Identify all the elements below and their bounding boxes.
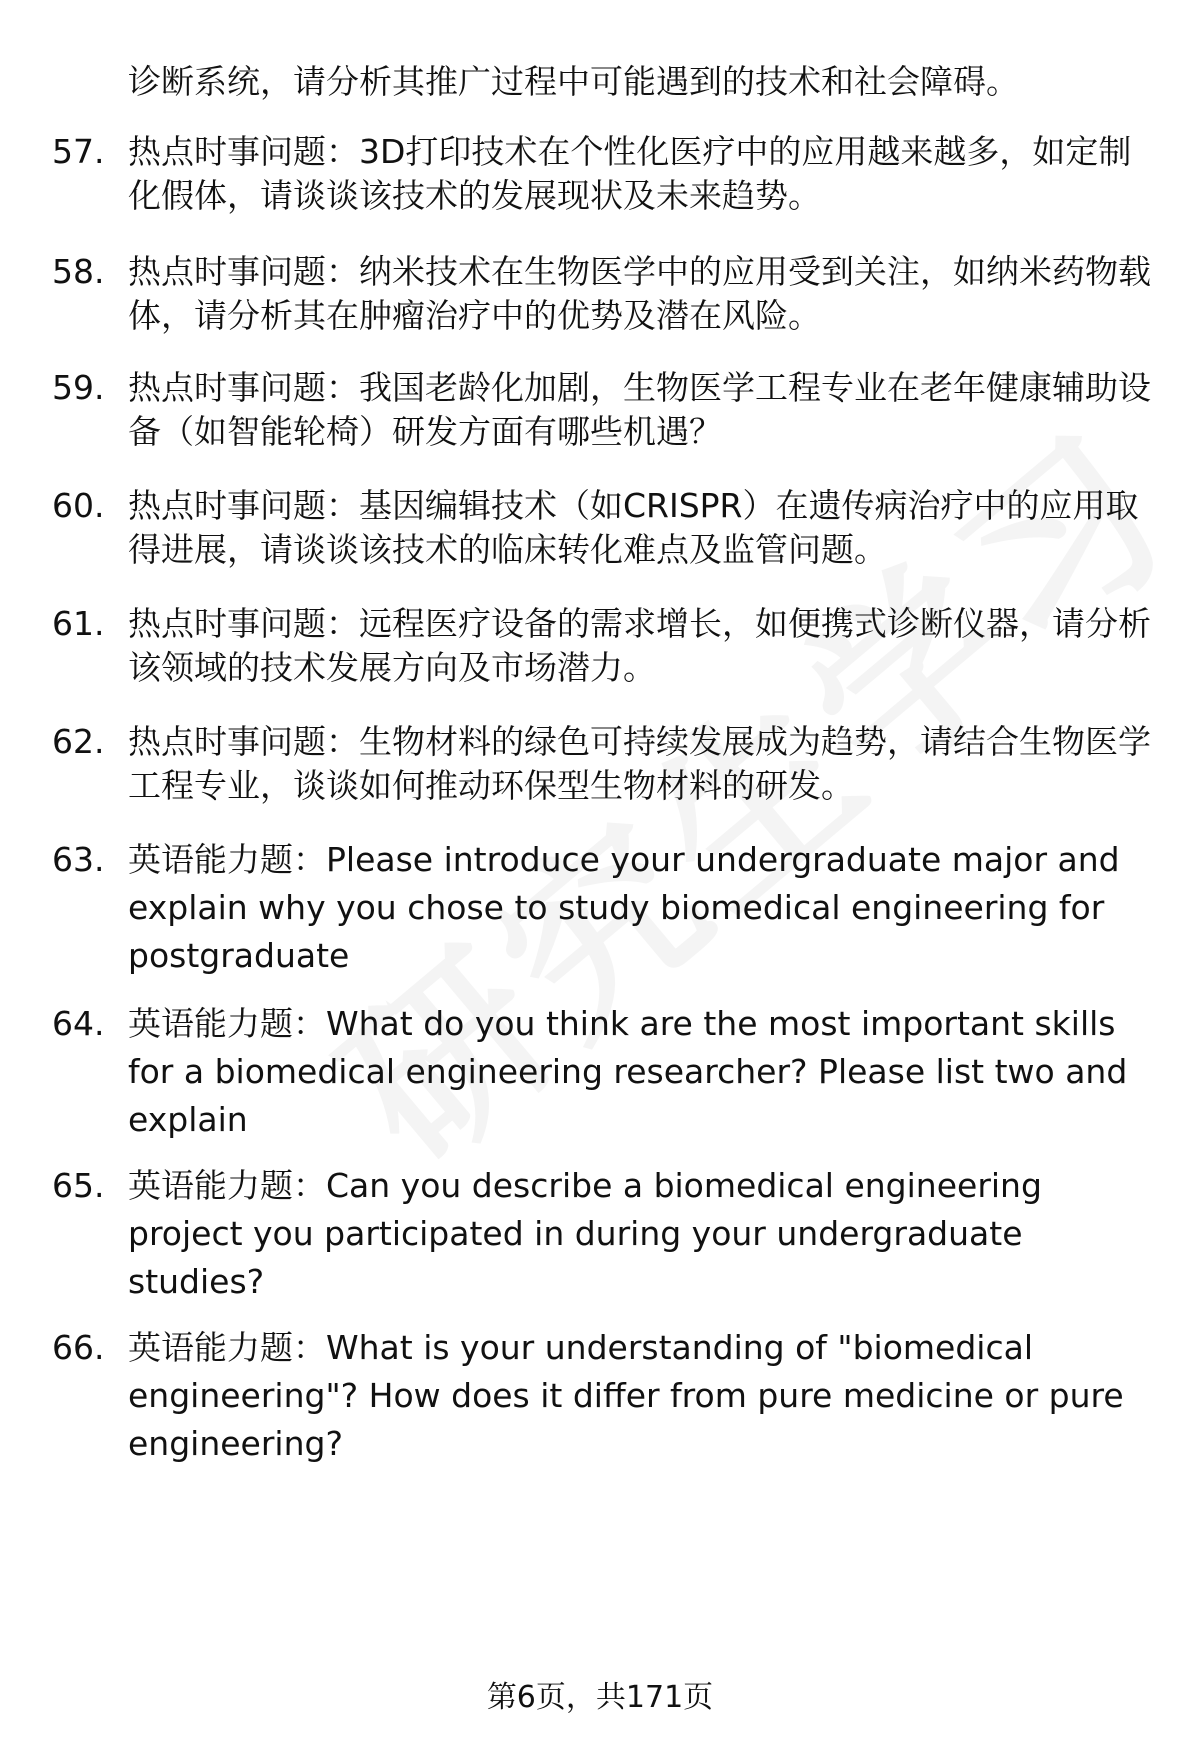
continued-text: 诊断系统，请分析其推广过程中可能遇到的技术和社会障碍。 <box>128 62 1019 101</box>
item-text: 英语能力题：Please introduce your undergraduate major and explain why you chose to study biomedical engineering for postgraduate <box>128 840 1120 975</box>
item-number: 63. <box>52 840 105 879</box>
item-text: 热点时事问题：我国老龄化加剧，生物医学工程专业在老年健康辅助设备（如智能轮椅）研发方面有哪些机遇？ <box>128 368 1151 451</box>
item-number: 57. <box>52 132 105 171</box>
page-number-footer: 第6页，共171页 <box>486 1680 714 1715</box>
list-item <box>52 484 1162 572</box>
item-text: 热点时事问题：基因编辑技术（如CRISPR）在遗传病治疗中的应用取得进展，请谈谈该技术的临床转化难点及监管问题。 <box>128 486 1139 569</box>
item-text: 英语能力题：What is your understanding of "biomedical engineering"? How does it differ from pure medicine or pure engineering? <box>128 1328 1124 1463</box>
item-text: 英语能力题：Can you describe a biomedical engineering project you participated in during your undergraduate studies? <box>128 1166 1042 1301</box>
item-text: 热点时事问题：生物材料的绿色可持续发展成为趋势，请结合生物医学工程专业，谈谈如何推动环保型生物材料的研发。 <box>128 722 1151 805</box>
list-item <box>52 720 1162 808</box>
list-item <box>52 838 1162 980</box>
list-item <box>52 250 1162 338</box>
item-number: 58. <box>52 252 105 291</box>
list-item <box>52 366 1162 454</box>
item-number: 60. <box>52 486 105 525</box>
list-item <box>52 1002 1162 1144</box>
item-text: 热点时事问题：3D打印技术在个性化医疗中的应用越来越多，如定制化假体，请谈谈该技术的发展现状及未来趋势。 <box>128 132 1132 215</box>
item-number: 64. <box>52 1004 105 1043</box>
item-text: 热点时事问题：纳米技术在生物医学中的应用受到关注，如纳米药物载体，请分析其在肿瘤治疗中的优势及潜在风险。 <box>128 252 1151 335</box>
item-number: 59. <box>52 368 105 407</box>
item-number: 65. <box>52 1166 105 1205</box>
list-item <box>52 1164 1162 1306</box>
item-number: 61. <box>52 604 105 643</box>
item-number: 62. <box>52 722 105 761</box>
item-text: 英语能力题：What do you think are the most important skills for a biomedical engineering researcher? Please list two and explain <box>128 1004 1128 1139</box>
item-number: 66. <box>52 1328 105 1367</box>
item-text: 热点时事问题：远程医疗设备的需求增长，如便携式诊断仪器，请分析该领域的技术发展方向及市场潜力。 <box>128 604 1151 687</box>
list-item <box>52 1326 1162 1468</box>
list-item <box>52 130 1162 218</box>
list-item <box>52 602 1162 690</box>
